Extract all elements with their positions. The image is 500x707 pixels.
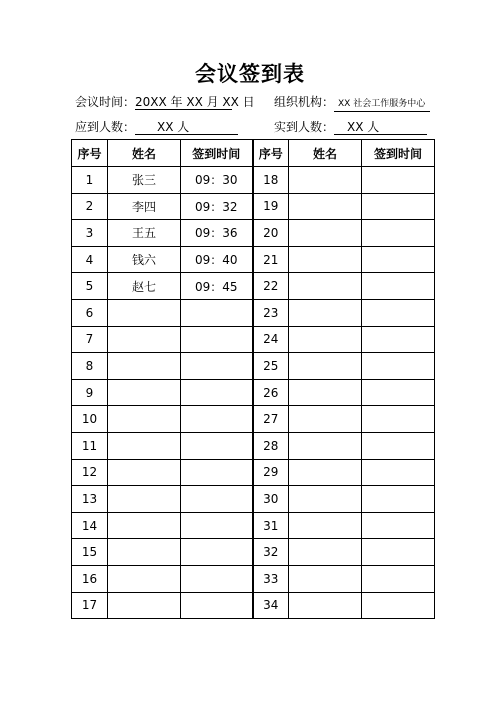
cell-left-time[interactable]	[181, 539, 253, 566]
cell-left-number: 6	[72, 299, 108, 326]
table-row	[72, 539, 435, 566]
sign-in-table	[71, 139, 435, 619]
cell-left-name[interactable]: 张三	[108, 167, 181, 194]
table-row	[72, 193, 435, 220]
cell-left-time[interactable]: 09：32	[181, 193, 253, 220]
cell-left-name[interactable]: 李四	[108, 193, 181, 220]
cell-right-number: 33	[253, 565, 289, 592]
table-row	[72, 406, 435, 433]
actual-attendees-field	[274, 118, 427, 135]
cell-left-time[interactable]: 09：30	[181, 167, 253, 194]
cell-left-number: 5	[72, 273, 108, 300]
cell-left-number: 17	[72, 592, 108, 619]
table-row	[72, 486, 435, 513]
cell-right-name[interactable]	[289, 486, 362, 513]
cell-left-time[interactable]	[181, 432, 253, 459]
cell-right-name[interactable]	[289, 353, 362, 380]
cell-right-name[interactable]	[289, 565, 362, 592]
cell-left-name[interactable]	[108, 592, 181, 619]
meeting-time-value[interactable]: 20XX 年 XX 月 XX 日	[135, 95, 255, 109]
cell-left-time[interactable]	[181, 406, 253, 433]
header-left-name: 姓名	[108, 140, 181, 167]
cell-right-name[interactable]	[289, 193, 362, 220]
header-left-time: 签到时间	[181, 140, 253, 167]
organizer-label: 组织机构：	[274, 95, 335, 109]
cell-left-number: 4	[72, 246, 108, 273]
cell-left-number: 7	[72, 326, 108, 353]
cell-left-name[interactable]	[108, 512, 181, 539]
cell-left-time[interactable]	[181, 565, 253, 592]
table-row	[72, 326, 435, 353]
meeting-time-field	[75, 93, 255, 110]
cell-right-number: 31	[253, 512, 289, 539]
cell-right-name[interactable]	[289, 432, 362, 459]
cell-right-number: 25	[253, 353, 289, 380]
cell-right-number: 24	[253, 326, 289, 353]
cell-right-time[interactable]	[362, 193, 435, 220]
table-row	[72, 220, 435, 247]
cell-left-time[interactable]	[181, 592, 253, 619]
cell-left-time[interactable]	[181, 299, 253, 326]
cell-left-name[interactable]: 钱六	[108, 246, 181, 273]
cell-left-number: 8	[72, 353, 108, 380]
expected-attendees-field	[75, 118, 238, 135]
table-row	[72, 592, 435, 619]
cell-right-name[interactable]	[289, 379, 362, 406]
table-row	[72, 246, 435, 273]
cell-left-number: 9	[72, 379, 108, 406]
cell-left-number: 16	[72, 565, 108, 592]
header-right-name: 姓名	[289, 140, 362, 167]
cell-right-time[interactable]	[362, 486, 435, 513]
table-row	[72, 459, 435, 486]
cell-left-name[interactable]	[108, 565, 181, 592]
cell-right-number: 21	[253, 246, 289, 273]
cell-left-name[interactable]	[108, 299, 181, 326]
cell-left-name[interactable]	[108, 379, 181, 406]
cell-right-name[interactable]	[289, 167, 362, 194]
cell-right-time[interactable]	[362, 406, 435, 433]
expected-attendees-value[interactable]: XX 人	[135, 120, 238, 135]
cell-right-time[interactable]	[362, 592, 435, 619]
cell-right-name[interactable]	[289, 273, 362, 300]
page-title: 会议签到表	[195, 62, 305, 86]
cell-left-time[interactable]	[181, 459, 253, 486]
cell-right-name[interactable]	[289, 512, 362, 539]
cell-right-time[interactable]	[362, 379, 435, 406]
cell-left-number: 2	[72, 193, 108, 220]
cell-right-number: 28	[253, 432, 289, 459]
cell-left-time[interactable]	[181, 326, 253, 353]
cell-right-number: 19	[253, 193, 289, 220]
cell-left-time[interactable]	[181, 379, 253, 406]
cell-right-name[interactable]	[289, 246, 362, 273]
cell-right-name[interactable]	[289, 406, 362, 433]
cell-right-name[interactable]	[289, 299, 362, 326]
cell-right-number: 27	[253, 406, 289, 433]
cell-right-time[interactable]	[362, 246, 435, 273]
cell-left-number: 12	[72, 459, 108, 486]
cell-right-time[interactable]	[362, 512, 435, 539]
cell-left-time[interactable]	[181, 353, 253, 380]
cell-left-number: 14	[72, 512, 108, 539]
table-row	[72, 299, 435, 326]
expected-attendees-label: 应到人数：	[75, 120, 136, 134]
cell-right-time[interactable]	[362, 167, 435, 194]
table-row	[72, 512, 435, 539]
table-row	[72, 379, 435, 406]
cell-right-time[interactable]	[362, 432, 435, 459]
cell-left-name[interactable]: 王五	[108, 220, 181, 247]
cell-right-time[interactable]	[362, 299, 435, 326]
cell-right-number: 26	[253, 379, 289, 406]
cell-right-name[interactable]	[289, 592, 362, 619]
cell-left-number: 13	[72, 486, 108, 513]
cell-right-number: 34	[253, 592, 289, 619]
cell-left-name[interactable]	[108, 459, 181, 486]
cell-left-number: 10	[72, 406, 108, 433]
cell-left-time[interactable]	[181, 512, 253, 539]
cell-right-number: 18	[253, 167, 289, 194]
header-left-number: 序号	[72, 140, 108, 167]
cell-left-name[interactable]	[108, 353, 181, 380]
table-row	[72, 273, 435, 300]
cell-left-time[interactable]: 09：40	[181, 246, 253, 273]
actual-attendees-label: 实到人数：	[274, 120, 335, 134]
table-row	[72, 353, 435, 380]
organizer-value[interactable]: XX 社会工作服务中心	[334, 97, 430, 112]
cell-left-name[interactable]	[108, 326, 181, 353]
cell-left-name[interactable]	[108, 406, 181, 433]
cell-left-number: 15	[72, 539, 108, 566]
cell-left-time[interactable]: 09：36	[181, 220, 253, 247]
actual-attendees-value[interactable]: XX 人	[334, 120, 427, 135]
cell-right-name[interactable]	[289, 539, 362, 566]
cell-right-time[interactable]	[362, 539, 435, 566]
table-row	[72, 565, 435, 592]
cell-left-time[interactable]	[181, 486, 253, 513]
table-header-row	[72, 140, 435, 167]
cell-right-time[interactable]	[362, 326, 435, 353]
cell-right-number: 32	[253, 539, 289, 566]
cell-left-name[interactable]: 赵七	[108, 273, 181, 300]
table-row	[72, 432, 435, 459]
cell-right-time[interactable]	[362, 273, 435, 300]
cell-left-time[interactable]: 09：45	[181, 273, 253, 300]
cell-left-number: 3	[72, 220, 108, 247]
cell-right-time[interactable]	[362, 220, 435, 247]
cell-right-number: 20	[253, 220, 289, 247]
cell-right-time[interactable]	[362, 353, 435, 380]
cell-right-number: 29	[253, 459, 289, 486]
cell-right-name[interactable]	[289, 220, 362, 247]
header-right-time: 签到时间	[362, 140, 435, 167]
cell-right-number: 22	[253, 273, 289, 300]
organizer-field	[274, 93, 430, 112]
cell-left-name[interactable]	[108, 486, 181, 513]
meeting-time-label: 会议时间：	[75, 95, 136, 109]
cell-right-name[interactable]	[289, 326, 362, 353]
cell-left-number: 1	[72, 167, 108, 194]
cell-right-number: 30	[253, 486, 289, 513]
cell-right-time[interactable]	[362, 565, 435, 592]
table-row	[72, 167, 435, 194]
cell-right-number: 23	[253, 299, 289, 326]
cell-left-name[interactable]	[108, 432, 181, 459]
cell-right-time[interactable]	[362, 459, 435, 486]
header-right-number: 序号	[253, 140, 289, 167]
cell-right-name[interactable]	[289, 459, 362, 486]
cell-left-name[interactable]	[108, 539, 181, 566]
cell-left-number: 11	[72, 432, 108, 459]
